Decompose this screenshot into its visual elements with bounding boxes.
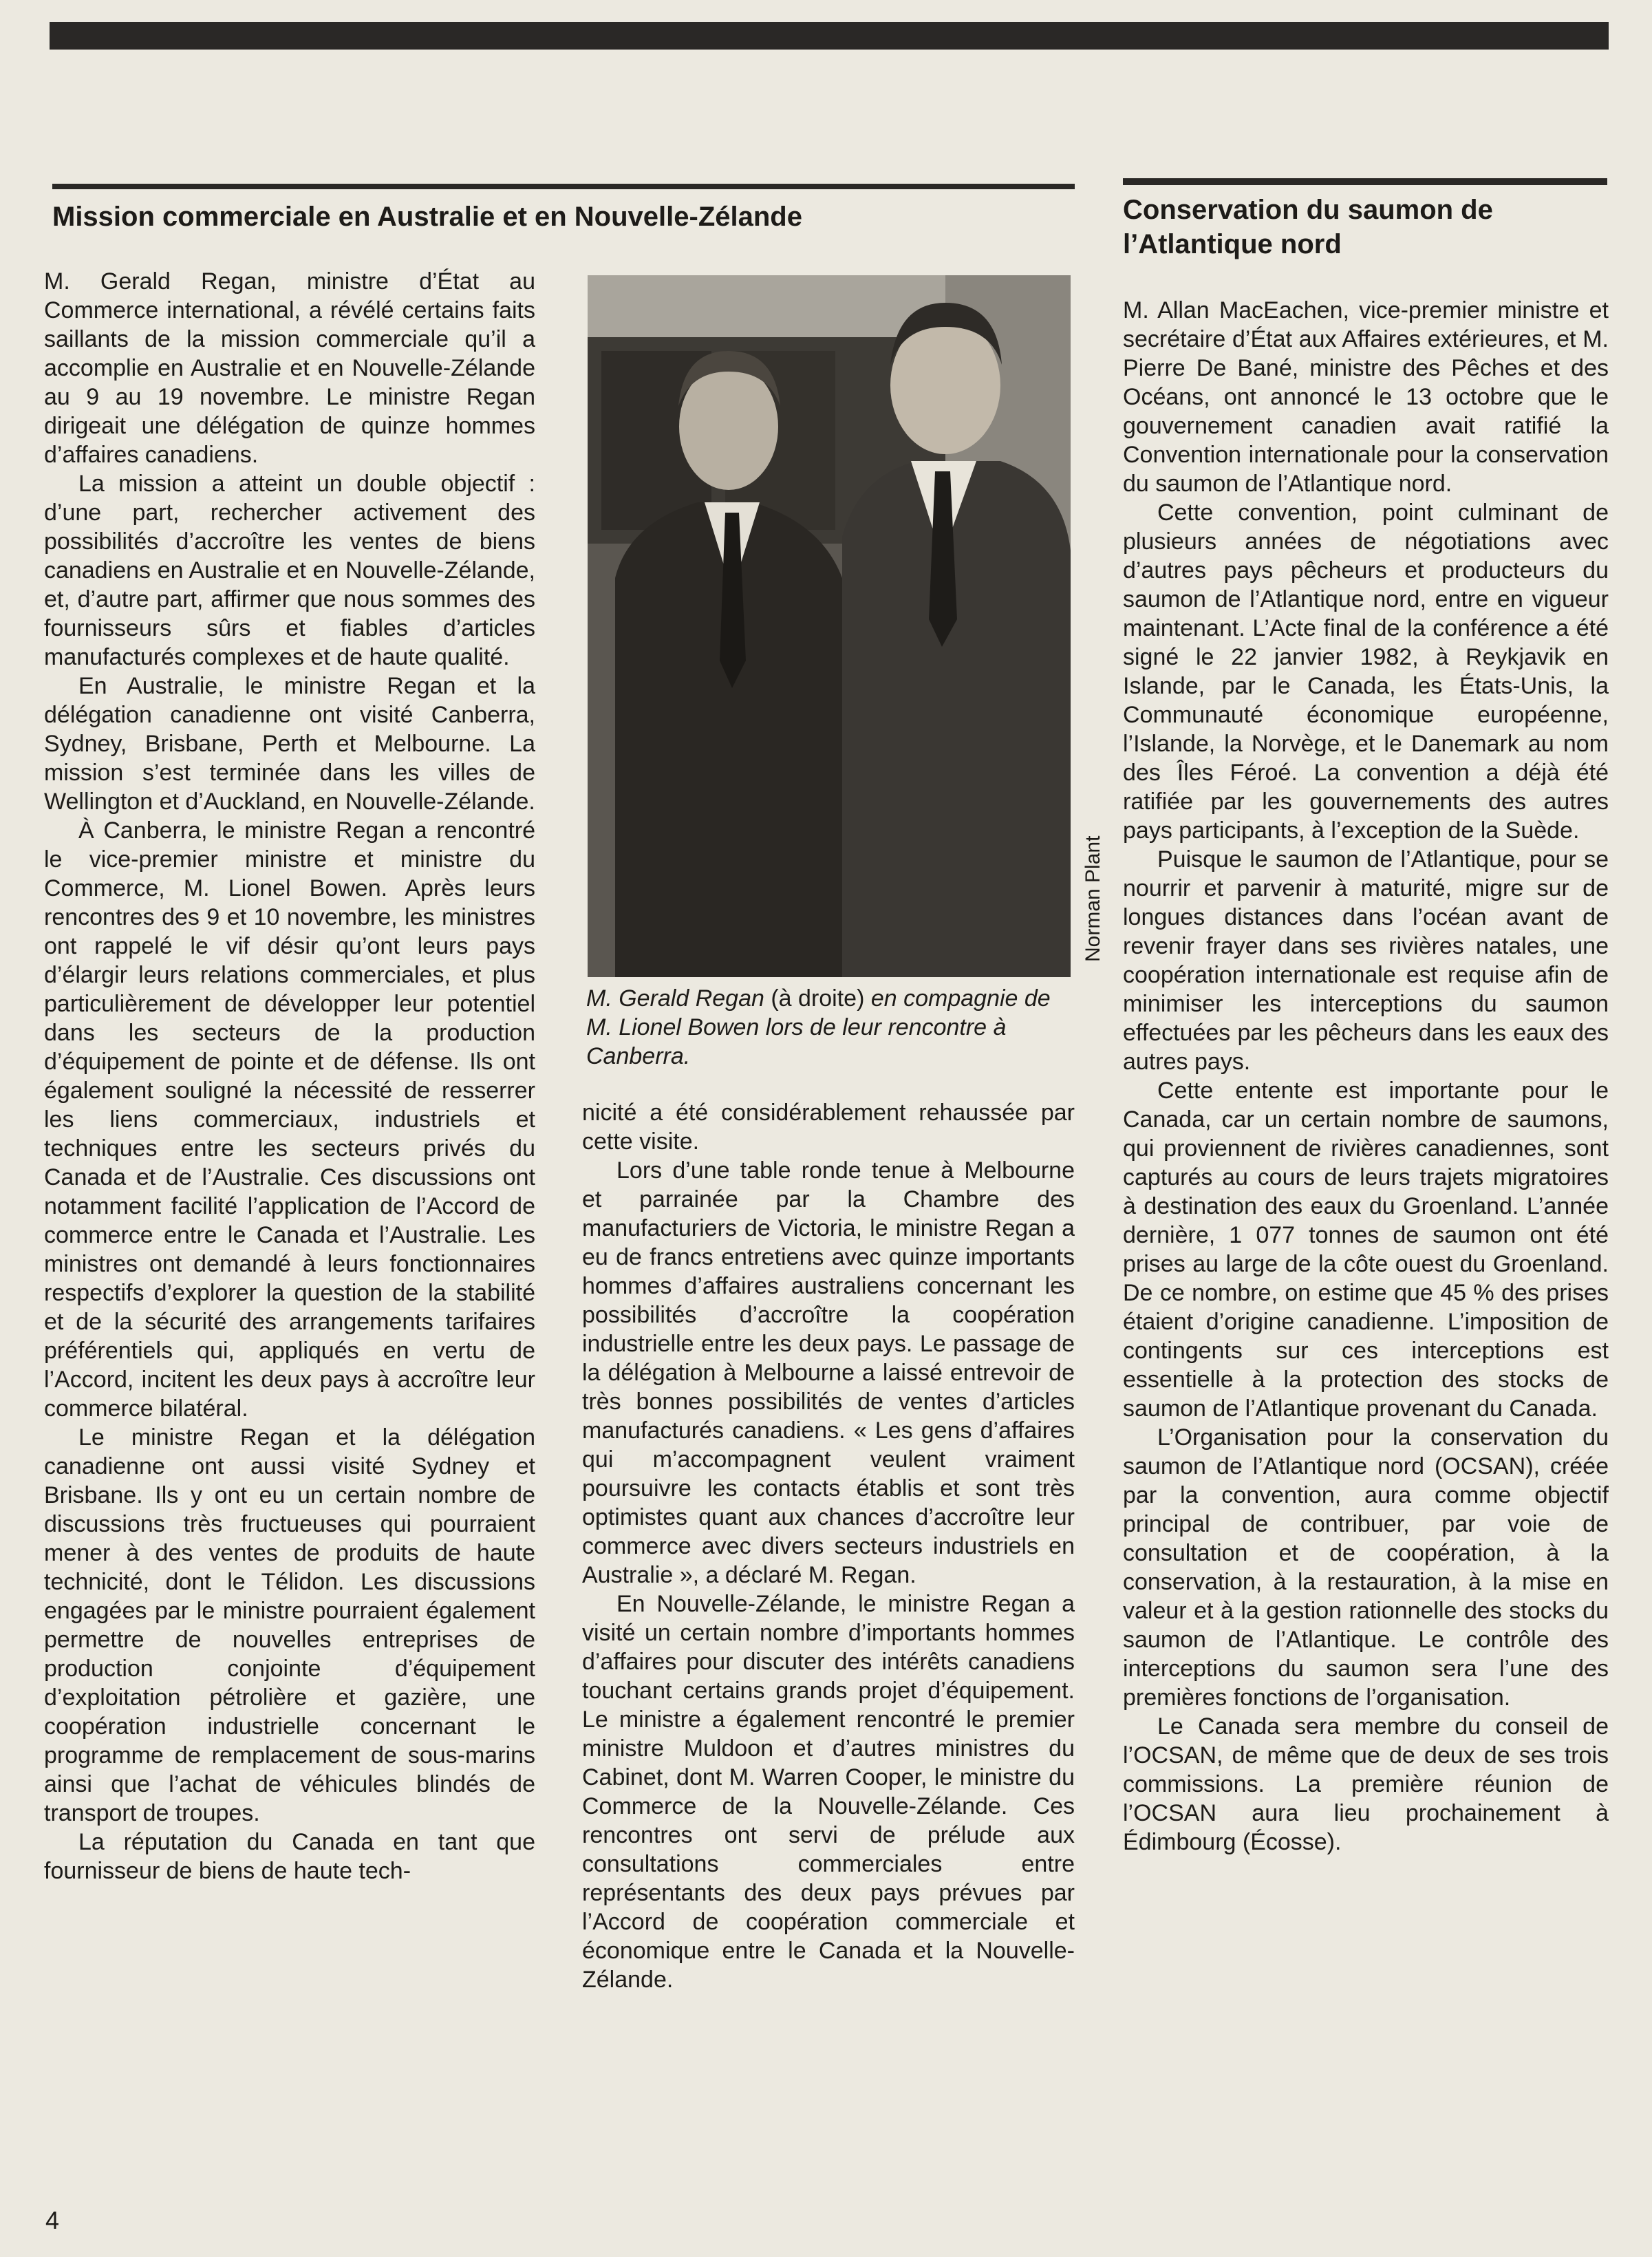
left-article-column-1 [44,267,535,1885]
paragraph: Puisque le saumon de l’Atlantique, pour se nourrir et parvenir à maturité, migre sur de longues distances dans l’océan avant de revenir frayer dans ses rivières natales, une coopération internationale est requise afin de minimiser les interceptions du saumon effectuées par les pêcheurs dans les eaux des autres pays. [1123,846,1609,1075]
paragraph: Le ministre Regan et la délégation canadienne ont aussi visité Sydney et Brisbane. Ils y ont eu un certain nombre de discussions très fructueuses qui pourraient mener à des ventes de produits de haute technicité, dont le Télidon. Les discussions engagées par le ministre pourraient également permettre de nouvelles entreprises de production conjointe d’équipement d’exploitation pétrolière et gazière, une coopération industrielle concernant le programme de remplacement de sous-marins ainsi que l’achat de véhicules blindés de transport de troupes. [44,1424,535,1826]
paragraph: nicité a été considérablement rehaussée par cette visite. [582,1100,1075,1155]
photo-credit: Norman Plant [1082,835,1104,962]
paragraph: En Nouvelle-Zélande, le ministre Regan a visité un certain nombre d’importants hommes d’affaires pour discuter des intérêts canadiens touchant certains grands projet d’équipement. Le ministre a également rencontré le premier ministre Muldoon et d’autres ministres du Cabinet, dont M. Warren Cooper, le ministre du Commerce de la Nouvelle-Zélande. Ces rencontres ont servi de prélude aux consultations commerciales entre représentants des deux pays prévues par l’Accord de coopération commerciale et économique entre le Canada et la Nouvelle-Zélande. [582,1591,1075,1993]
left-article-rule [52,184,1075,189]
paragraph: À Canberra, le ministre Regan a rencontré le vice-premier ministre et ministre du Commerce, M. Lionel Bowen. Après leurs rencontres des 9 et 10 novembre, les ministres ont rappelé le vif désir qu’ont leurs pays d’élargir leurs relations commerciales, et plus particulièrement de développer leur potentiel dans les secteurs de la production d’équipement de pointe et de défense. Ils ont également souligné la nécessité de resserrer les liens commerciaux, industriels et techniques entre les secteurs privés du Canada et de l’Australie. Ces discussions ont notamment facilité l’application de l’Accord de commerce entre le Canada et l’Australie. Les ministres ont demandé à leurs fonctionnaires respectifs d’explorer la question de la stabilité et de la sécurité des arrangements tarifaires préférentiels qui, appliqués en vertu de l’Accord, incitent les deux pays à accroître leur commerce bilatéral. [44,817,535,1422]
right-article-rule [1123,178,1607,185]
left-article-title: Mission commerciale en Australie et en Nouvelle-Zélande [52,202,802,232]
caption-text: (à droite) [764,985,871,1012]
paragraph: M. Gerald Regan, ministre d’État au Commerce international, a révélé certains faits saillants de la mission commerciale qu’il a accomplie en Australie et en Nouvelle-Zélande au 9 au 19 novembre. Le ministre Regan dirigeait une délégation de quinze hommes d’affaires canadiens. [44,268,535,468]
paragraph: L’Organisation pour la conservation du saumon de l’Atlantique nord (OCSAN), créée par la convention, aura comme objectif principal de contribuer, par voie de consultation et de coopération, à la conservation, à la restauration, à la mise en valeur et à la gestion rationnelle des stocks du saumon de l’Atlantique. Le contrôle des interceptions du saumon sera l’une des premières fonctions de l’organisation. [1123,1424,1609,1711]
photo-caption [586,984,1075,1071]
page-number: 4 [45,2206,60,2234]
paragraph: En Australie, le ministre Regan et la délégation canadienne ont visité Canberra, Sydney, Brisbane, Perth et Melbourne. La mission s’est terminée dans les villes de Wellington et d’Auckland, en Nouvelle-Zélande. [44,673,535,815]
paragraph: M. Allan MacEachen, vice-premier ministre et secrétaire d’État aux Affaires extérieures, et M. Pierre De Bané, ministre des Pêches et des Océans, ont annoncé le 13 octobre que le gouvernement canadien avait ratifié la Convention internationale pour la conservation du saumon de l’Atlantique nord. [1123,297,1609,497]
caption-text: M. Gerald Regan [586,985,764,1012]
paragraph: Cette entente est importante pour le Canada, car un certain nombre de saumons, qui proviennent de rivières canadiennes, sont capturés au cours de leurs trajets migratoires à destination des eaux du Groenland. L’année dernière, 1 077 tonnes de saumon ont été prises au large de la côte ouest du Groenland. De ce nombre, on estime que 45 % des prises étaient d’origine canadienne. L’imposition de contingents sur ces interceptions est essentielle à la protection des stocks de saumon de l’Atlantique provenant du Canada. [1123,1078,1609,1422]
paragraph: La mission a atteint un double objectif : d’une part, rechercher activement des possibilités d’accroître les ventes de biens canadiens en Australie et en Nouvelle-Zélande, et, d’autre part, affirmer que nous sommes des fournisseurs sûrs et fiables d’articles manufacturés complexes et de haute qualité. [44,471,535,670]
caption-text: en compagnie de M. Lionel Bowen lors de leur rencontre à Canberra. [586,985,1051,1069]
top-rule [50,22,1609,50]
right-article-title: Conservation du saumon de l’Atlantique nord [1123,195,1493,259]
paragraph: Lors d’une table ronde tenue à Melbourne et parrainée par la Chambre des manufacturiers de Victoria, le ministre Regan a eu de francs entretiens avec quinze importants hommes d’affaires australiens concernant les possibilités d’accroître la coopération industrielle entre les deux pays. Le passage de la délégation à Melbourne a laissé entrevoir de très bonnes possibilités de ventes d’articles manufacturés canadiens. « Les gens d’affaires qui m’accompagnent veulent vraiment poursuivre les contacts établis et sont très optimistes quant aux chances d’accroître leur commerce avec divers secteurs industriels en Australie », a déclaré M. Regan. [582,1157,1075,1588]
paragraph: La réputation du Canada en tant que fournisseur de biens de haute tech- [44,1829,535,1884]
photo-regan-bowen [588,275,1071,977]
photo-illustration [588,275,1071,977]
right-article-body [1123,296,1609,1857]
paragraph: Le Canada sera membre du conseil de l’OCSAN, de même que de deux de ses trois commissions. La première réunion de l’OCSAN aura lieu prochainement à Édimbourg (Écosse). [1123,1713,1609,1855]
left-article-column-2 [582,1098,1075,1994]
paragraph: Cette convention, point culminant de plusieurs années de négotiations avec d’autres pays pêcheurs et producteurs du saumon de l’Atlantique nord, entre en vigueur maintenant. L’Acte final de la conférence a été signé le 22 janvier 1982, à Reykjavik en Islande, par le Canada, les États-Unis, la Communauté économique européenne, l’Islande, la Norvège, et le Danemark au nom des Îles Féroé. La convention a déjà été ratifiée par les gouvernements des autres pays participants, à l’exception de la Suède. [1123,500,1609,844]
